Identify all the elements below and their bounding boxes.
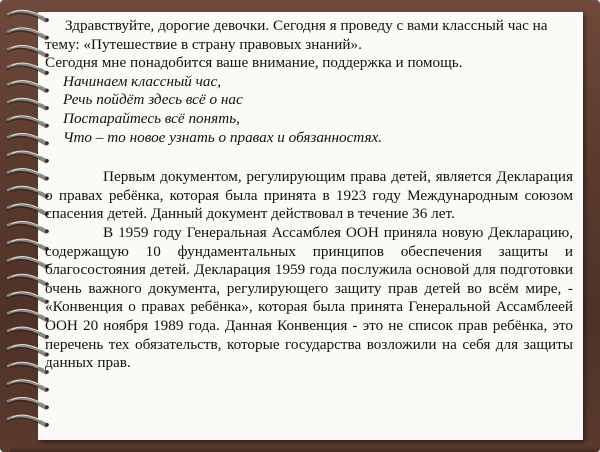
binding-ring — [8, 380, 49, 392]
cover-shadow — [10, 446, 600, 452]
binding-ring — [8, 186, 49, 198]
poem-line: Что – то новое узнать о правах и обязанностях. — [63, 128, 383, 146]
page-text — [45, 17, 573, 373]
poem-line: Начинаем классный час, — [63, 72, 222, 90]
binding-ring — [8, 63, 49, 75]
binding-ring — [8, 45, 49, 57]
binding-ring — [8, 81, 49, 93]
binding-ring — [8, 28, 49, 40]
binding-ring — [8, 257, 49, 269]
poem-line: Речь пойдёт здесь всё о нас — [63, 91, 243, 109]
history-paragraph-1959: В 1959 году Генеральная Ассамблея ООН приняла новую Декларацию, содержащую 10 фундаментальных принципов обеспечения защиты и благосостояния детей. Декларация 1959 года послужила основой для подготовки очень важного документа, регулирующего защиту прав детей во всём мире, - «Конвенция о правах ребёнка», которая была принята Генеральной Ассамблеей ООН 20 ноября 1989 года. Данная Конвенция - это не список прав ребёнка, это перечень тех обязательств, которые государства возложили на себя для защиты данных прав. — [45, 223, 573, 372]
greeting-paragraph: Здравствуйте, дорогие девочки. Сегодня я проведу с вами классный час на тему: «Путешествие в страну правовых знаний». — [45, 17, 548, 53]
binding-ring — [8, 151, 49, 163]
binding-ring — [8, 221, 49, 233]
request-paragraph: Сегодня мне понадобится ваше внимание, поддержка и помощь. — [45, 54, 463, 72]
binding-ring — [8, 239, 49, 251]
binding-ring — [8, 169, 49, 181]
binding-ring — [8, 98, 49, 110]
binding-ring — [8, 415, 49, 427]
binding-ring — [8, 362, 49, 374]
blank-line — [45, 147, 573, 168]
binding-ring — [8, 345, 49, 357]
binding-ring — [8, 10, 49, 22]
binding-ring — [8, 327, 49, 339]
binding-ring — [8, 204, 49, 216]
binding-ring — [8, 274, 49, 286]
binding-ring — [8, 133, 49, 145]
binding-ring — [8, 309, 49, 321]
poem-line: Постарайтесь всё понять, — [63, 109, 240, 127]
history-paragraph-1923: Первым документом, регулирующим права детей, является Декларация о правах ребёнка, которая была принята в 1923 году Международным союзом спасения детей. Данный документ действовал в течение 36 лет. — [45, 168, 573, 223]
binding-ring — [8, 116, 49, 128]
binding-ring — [8, 397, 49, 409]
binding-ring — [8, 292, 49, 304]
